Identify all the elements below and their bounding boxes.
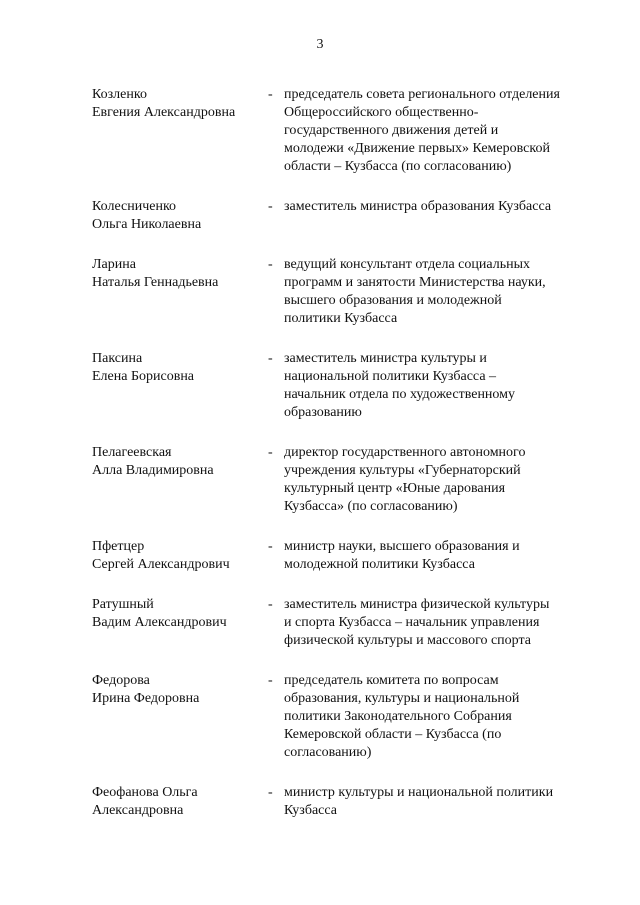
- member-entry: [92, 538, 592, 574]
- member-name: Ларина Наталья Геннадьевна: [92, 257, 219, 290]
- entry-dash: -: [268, 445, 273, 460]
- member-position: министр науки, высшего образования и молодежной политики Кузбасса: [284, 539, 520, 572]
- member-name: Пелагеевская Алла Владимировна: [92, 445, 214, 478]
- member-position: заместитель министра культуры и национальной политики Кузбасса – начальник отдела по художественному образованию: [284, 351, 516, 420]
- member-entry: [92, 350, 592, 422]
- member-name: Колесниченко Ольга Николаевна: [92, 199, 202, 232]
- member-position: ведущий консультант отдела социальных программ и занятости Министерства науки, высшего образования и молодежной политики Кузбасса: [284, 257, 546, 326]
- entry-dash: -: [268, 673, 273, 688]
- entry-dash: -: [268, 351, 273, 366]
- entry-dash: -: [268, 597, 273, 612]
- entry-dash: -: [268, 539, 273, 554]
- entry-dash: -: [268, 785, 273, 800]
- member-entry: [92, 784, 592, 820]
- member-entry: [92, 86, 592, 176]
- page-number: 3: [316, 37, 324, 52]
- member-name: Феофанова Ольга Александровна: [92, 785, 198, 818]
- member-name: Пфетцер Сергей Александрович: [92, 539, 230, 572]
- member-name: Федорова Ирина Федоровна: [92, 673, 200, 706]
- member-name: Паксина Елена Борисовна: [92, 351, 195, 384]
- member-list: [92, 86, 592, 842]
- member-position: министр культуры и национальной политики Кузбасса: [284, 785, 554, 818]
- entry-dash: -: [268, 257, 273, 272]
- member-entry: [92, 256, 592, 328]
- member-position: председатель совета регионального отделения Общероссийского общественно- государственного движения детей и молодежи «Движение первых» Кемеровской области – Кузбасса (по согласованию): [284, 87, 560, 174]
- entry-dash: -: [268, 87, 273, 102]
- member-position: председатель комитета по вопросам образования, культуры и национальной политики Законодательного Собрания Кемеровской области – Кузбасса (по согласованию): [284, 673, 520, 760]
- member-entry: [92, 444, 592, 516]
- member-name: Козленко Евгения Александровна: [92, 87, 236, 120]
- member-position: заместитель министра образования Кузбасса: [284, 199, 552, 214]
- member-name: Ратушный Вадим Александрович: [92, 597, 227, 630]
- member-position: заместитель министра физической культуры и спорта Кузбасса – начальник управления физической культуры и массового спорта: [284, 597, 550, 648]
- member-entry: [92, 672, 592, 762]
- member-entry: [92, 198, 592, 234]
- member-entry: [92, 596, 592, 650]
- member-position: директор государственного автономного учреждения культуры «Губернаторский культурный центр «Юные дарования Кузбасса» (по согласованию): [284, 445, 526, 514]
- entry-dash: -: [268, 199, 273, 214]
